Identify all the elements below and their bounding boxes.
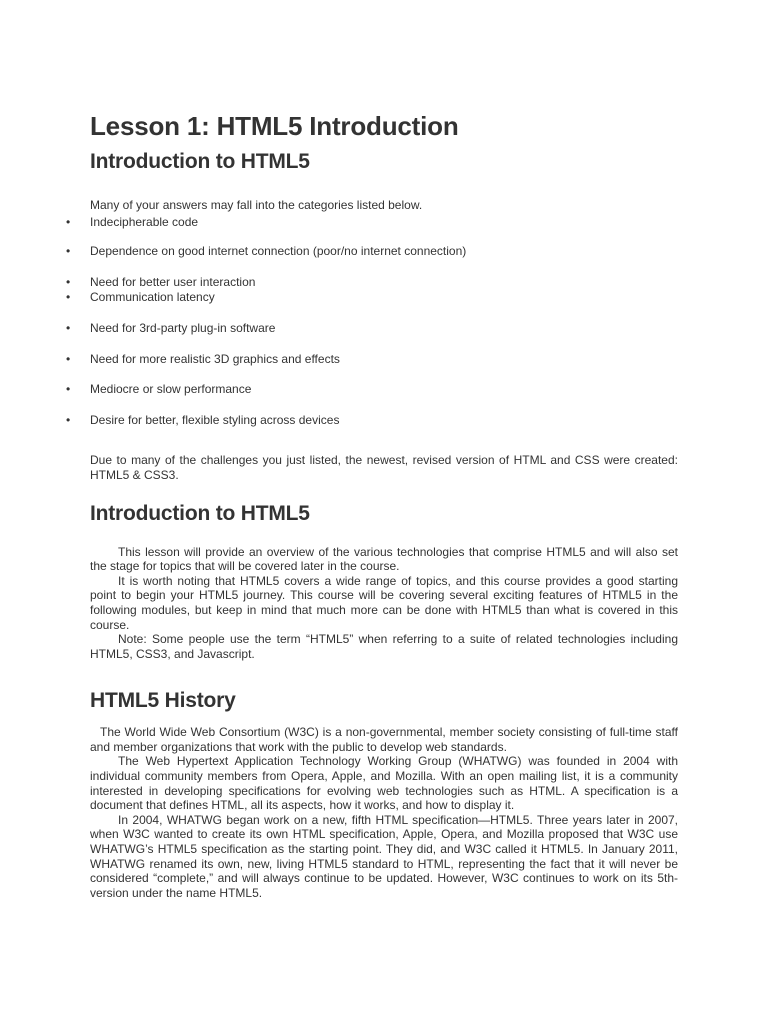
overview-paragraph: This lesson will provide an overview of the various technologies that comprise HTML5 and will also set the stage for topics that will be covered later in the course. <box>90 544 678 574</box>
section-heading-intro-2: Introduction to HTML5 <box>90 501 310 525</box>
bullet-icon: • <box>66 244 71 259</box>
closing-paragraph: Due to many of the challenges you just listed, the newest, revised version of HTML and CSS were created: HTML5 & CSS3. <box>90 453 678 482</box>
section-heading-history: HTML5 History <box>90 689 236 713</box>
w3c-paragraph: The World Wide Web Consortium (W3C) is a non-governmental, member society consisting of full-time staff and member organizations that work with the public to develop web standards. <box>90 725 678 754</box>
list-item: • Desire for better, flexible styling across devices <box>66 412 340 427</box>
document-content <box>66 110 678 900</box>
history-paragraph: In 2004, WHATWG began work on a new, fifth HTML specification—HTML5. Three years later in 2007, when W3C wanted to create its own HTML specification, Apple, Opera, and Mozilla proposed that W3C use WHATWG’s HTML5 specification as the starting point. They did, and W3C called it HTML5. In January 2011, WHATWG renamed its own, new, living HTML5 standard to HTML, representing the fact that it will never be considered “complete,” and will always continue to be updated. However, W3C continues to work on its 5th-version under the name HTML5. <box>90 812 678 900</box>
bullet-icon: • <box>66 412 71 427</box>
bullet-icon: • <box>66 382 71 397</box>
list-item: • Need for 3rd-party plug-in software <box>66 320 276 335</box>
note-paragraph: Note: Some people use the term “HTML5” when referring to a suite of related technologies including HTML5, CSS3, and Javascript. <box>90 632 678 661</box>
list-item: • Need for better user interaction <box>66 274 256 289</box>
bullet-icon: • <box>66 290 71 305</box>
bullet-icon: • <box>66 214 71 229</box>
intro-paragraph: Many of your answers may fall into the categories listed below. <box>90 198 423 212</box>
bullet-icon: • <box>66 274 71 289</box>
list-item: • Communication latency <box>66 290 215 305</box>
list-item: • Need for more realistic 3D graphics and effects <box>66 351 340 366</box>
bullet-icon: • <box>66 351 71 366</box>
page-title: Lesson 1: HTML5 Introduction <box>90 111 459 141</box>
list-item: • Indecipherable code <box>66 214 199 229</box>
list-item: • Dependence on good internet connection (poor/no internet connection) <box>66 244 467 259</box>
list-item: • Mediocre or slow performance <box>66 382 252 397</box>
bullet-icon: • <box>66 320 71 335</box>
topics-paragraph: It is worth noting that HTML5 covers a wide range of topics, and this course provides a good starting point to begin your HTML5 journey. This course will be covering several exciting features of HTML5 in the following modules, but keep in mind that much more can be done with HTML5 than what is covered in this course. <box>90 573 678 632</box>
whatwg-paragraph: The Web Hypertext Application Technology Working Group (WHATWG) was founded in 2004 with individual community members from Opera, Apple, and Mozilla. With an open mailing list, it is a community interested in developing specifications for evolving web technologies such as HTML. A specification is a document that defines HTML, all its aspects, how it works, and how to display it. <box>90 754 678 813</box>
challenges-list <box>66 214 678 428</box>
section-heading-intro: Introduction to HTML5 <box>90 150 310 173</box>
